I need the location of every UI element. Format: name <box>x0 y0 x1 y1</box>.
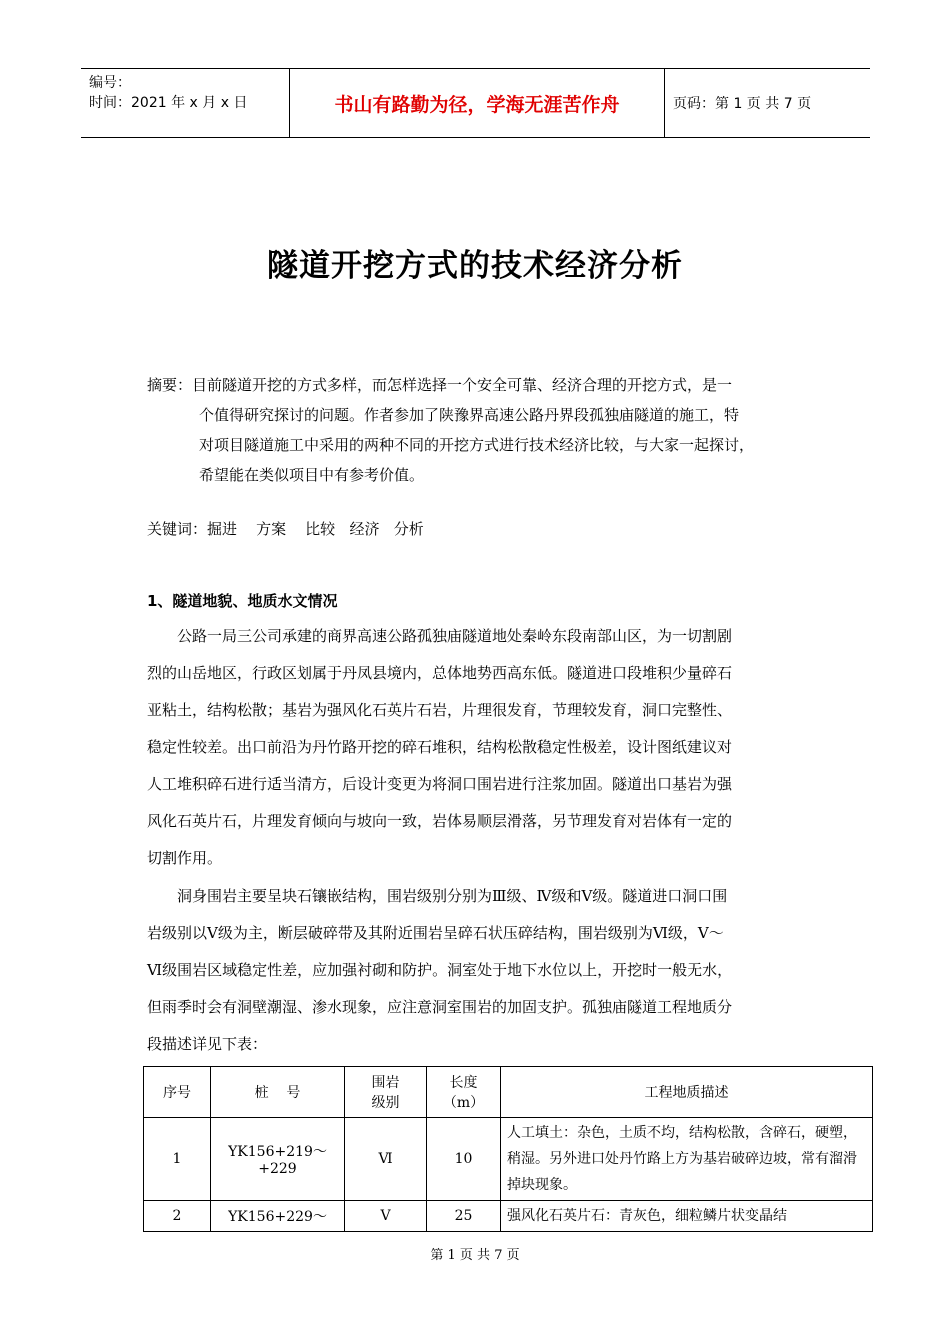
header-length-line: 长度 <box>449 1075 478 1091</box>
document-title: 隧道开挖方式的技术经济分析 <box>267 248 683 284</box>
header-meta <box>81 69 289 137</box>
abstract-first-line <box>147 370 827 400</box>
stake-line: YK156+229～ <box>228 1209 327 1225</box>
header-stake: 桩 号 <box>211 1067 345 1118</box>
paragraph-line: 公路一局三公司承建的商界高速公路孤独庙隧道地处秦岭东段南部山区，为一切割剧 <box>177 627 733 645</box>
keywords: 关键词：掘进 方案 比较 经济 分析 <box>147 520 424 538</box>
header-motto: 书山有路勤为径，学海无涯苦作舟 <box>289 69 665 137</box>
paragraph-1 <box>147 618 817 877</box>
cell-length: 10 <box>427 1118 501 1201</box>
abstract-label: 摘要： <box>147 376 193 394</box>
header-grade <box>345 1067 427 1118</box>
paragraph-line: 人工堆积碎石进行适当清方，后设计变更为将洞口围岩进行注浆加固。隧道出口基岩为强 <box>147 775 733 793</box>
page-header <box>81 68 870 138</box>
number-label: 编号： <box>89 75 131 91</box>
header-length <box>427 1067 501 1118</box>
header-length-line: （m） <box>442 1095 485 1111</box>
paragraph-line: 烈的山岳地区，行政区划属于丹凤县境内，总体地势西高东低。隧道进口段堆积少量碎石 <box>147 664 733 682</box>
cell-desc: 人工填土：杂色，土质不均，结构松散，含碎石，硬塑，稍湿。另外进口处丹竹路上方为基岩破碎边坡，常有溜滑掉块现象。 <box>501 1118 873 1201</box>
abstract-line: 希望能在类似项目中有参考价值。 <box>199 466 425 484</box>
paragraph-line: 亚粘土，结构松散；基岩为强风化石英片石岩，片理很发育，节理较发育，洞口完整性、 <box>147 701 733 719</box>
paragraph-line: 岩级别以Ⅴ级为主，断层破碎带及其附近围岩呈碎石状压碎结构，围岩级别为Ⅵ级，Ⅴ～ <box>147 924 724 942</box>
geology-table <box>143 1066 873 1232</box>
abstract-line: 个值得研究探讨的问题。作者参加了陕豫界高速公路丹界段孤独庙隧道的施工，特 <box>199 406 740 424</box>
cell-seq: 2 <box>144 1201 211 1232</box>
table-row <box>144 1118 873 1201</box>
header-page-info: 页码：第 1 页 共 7 页 <box>673 96 812 112</box>
cell-grade: Ⅵ <box>345 1118 427 1201</box>
abstract <box>147 370 827 490</box>
cell-seq: 1 <box>144 1118 211 1201</box>
page-footer: 第 1 页 共 7 页 <box>430 1248 520 1263</box>
header-desc: 工程地质描述 <box>501 1067 873 1118</box>
abstract-line: 对项目隧道施工中采用的两种不同的开挖方式进行技术经济比较，与大家一起探讨， <box>199 436 755 454</box>
cell-length: 25 <box>427 1201 501 1232</box>
paragraph-line: 洞身围岩主要呈块石镶嵌结构，围岩级别分别为Ⅲ级、Ⅳ级和Ⅴ级。隧道进口洞口围 <box>177 887 728 905</box>
cell-grade: Ⅴ <box>345 1201 427 1232</box>
paragraph-line: 稳定性较差。出口前沿为丹竹路开挖的碎石堆积，结构松散稳定性极差，设计图纸建议对 <box>147 738 733 756</box>
table-row <box>144 1201 873 1232</box>
cell-desc: 强风化石英片石：青灰色，细粒鳞片状变晶结 <box>501 1201 873 1232</box>
stake-line: +229 <box>258 1161 297 1177</box>
paragraph-line: 但雨季时会有洞壁潮湿、渗水现象，应注意洞室围岩的加固支护。孤独庙隧道工程地质分 <box>147 998 733 1016</box>
paragraph-line: Ⅵ级围岩区域稳定性差，应加强衬砌和防护。洞室处于地下水位以上，开挖时一般无水， <box>147 961 733 979</box>
header-seq: 序号 <box>144 1067 211 1118</box>
stake-line: YK156+219～ <box>228 1144 327 1160</box>
time-label: 时间：2021 年 x 月 x 日 <box>89 95 248 111</box>
paragraph-line: 切割作用。 <box>147 849 223 867</box>
abstract-line: 目前隧道开挖的方式多样，而怎样选择一个安全可靠、经济合理的开挖方式，是一 <box>192 376 733 394</box>
cell-stake <box>211 1118 345 1201</box>
cell-stake <box>211 1201 345 1232</box>
paragraph-line: 风化石英片石，片理发育倾向与坡向一致，岩体易顺层滑落，另节理发育对岩体有一定的 <box>147 812 733 830</box>
section-heading: 1、隧道地貌、地质水文情况 <box>147 592 338 610</box>
header-grade-line: 级别 <box>371 1095 400 1111</box>
paragraph-2 <box>147 878 817 1063</box>
header-grade-line: 围岩 <box>371 1075 400 1091</box>
table-header-row <box>144 1067 873 1118</box>
paragraph-line: 段描述详见下表： <box>147 1035 268 1053</box>
